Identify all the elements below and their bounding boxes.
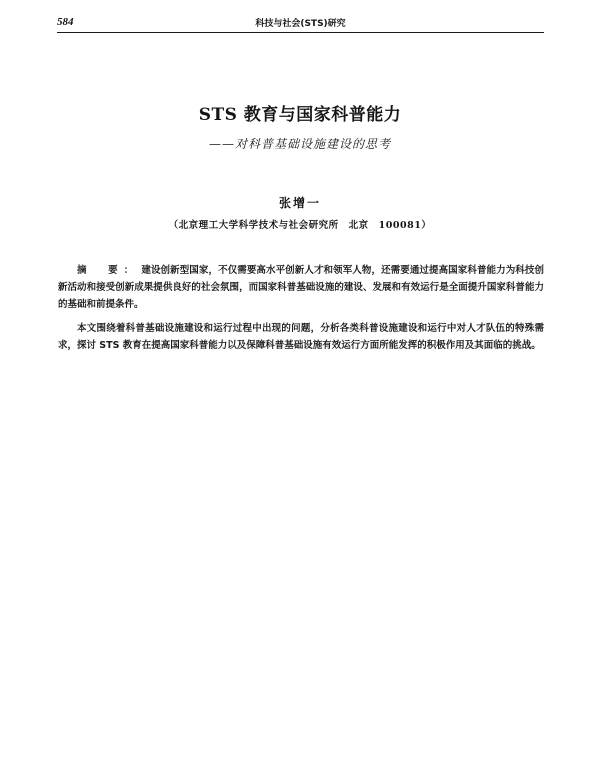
author-affiliation: （北京理工大学科学技术与社会研究所 北京 100081） [168,220,432,231]
abstract-label: 摘 要： [77,265,140,276]
article-subtitle: ——对科普基础设施建设的思考 [208,137,391,151]
body-paragraph: 本文围绕着科普基础设施建设和运行过程中出现的问题，分析各类科普设施建设和运行中对人才队伍的特殊需求，探讨 STS 教育在提高国家科普能力以及保障科普基础设施有效运行方面所能发挥的积极作用及其面临的挑战。 [58,323,544,351]
header-rule [57,32,544,33]
abstract-text: 建设创新型国家，不仅需要高水平创新人才和领军人物，还需要通过提高国家科普能力为科技创新活动和接受创新成果提供良好的社会氛围，而国家科普基础设施的建设、发展和有效运行是全面提升国家科普能力的基础和前提条件。 [58,265,544,310]
page-number: 584 [57,16,74,28]
article-title: STS 教育与国家科普能力 [198,105,402,125]
abstract [58,262,544,313]
journal-name: 科技与社会(STS)研究 [255,19,346,29]
running-header [57,14,544,32]
author-name: 张增一 [278,196,321,210]
